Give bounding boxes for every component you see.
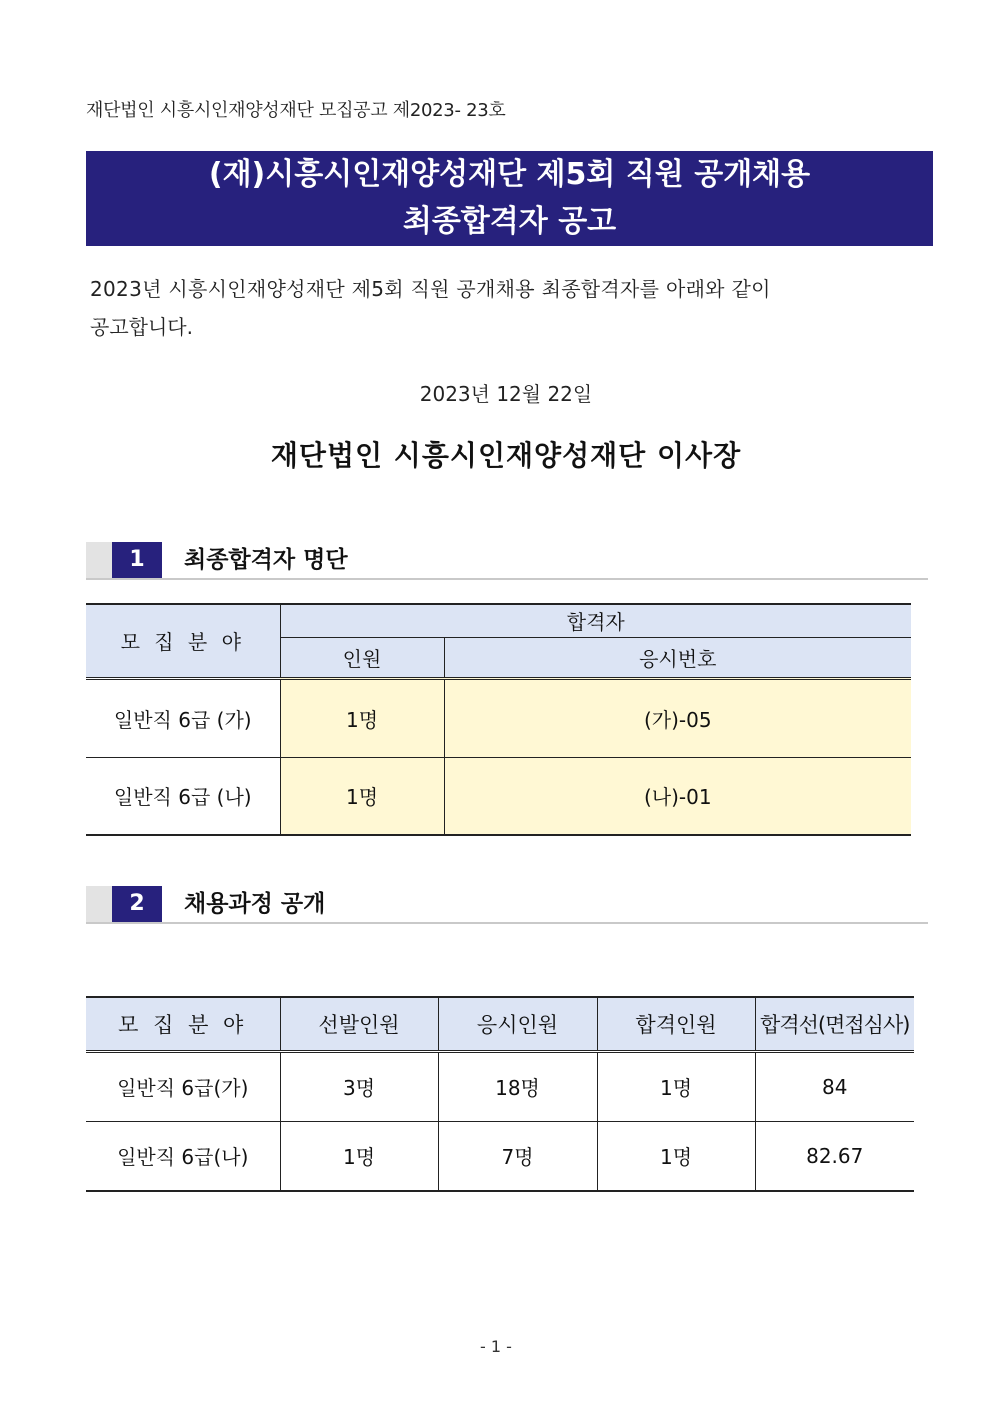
organization-signature: 재단법인 시흥시인재양성재단 이사장	[270, 439, 742, 472]
title-line-1: (재)시흥시인재양성재단 제5회 직원 공개채용	[208, 157, 811, 192]
row-selected: 1명	[280, 1121, 438, 1191]
header-count: 인원	[280, 637, 444, 678]
row-field: 일반직 6급 (나)	[86, 757, 280, 835]
header-applicants: 응시인원	[438, 997, 597, 1051]
row-count: 1명	[280, 678, 444, 757]
row-passed: 1명	[597, 1121, 755, 1191]
row-cutoff: 82.67	[755, 1121, 914, 1191]
section-2-header	[86, 886, 928, 924]
row-selected: 3명	[280, 1051, 438, 1121]
title-banner	[86, 151, 933, 246]
notice-number: 재단법인 시흥시인재양성재단 모집공고 제2023- 23호	[86, 100, 506, 121]
table-row	[86, 1121, 914, 1191]
header-cutoff: 합격선(면접심사)	[755, 997, 914, 1051]
row-exam-no: (나)-01	[444, 757, 911, 835]
section-2-accent	[86, 886, 112, 922]
announcement-date: 2023년 12월 22일	[419, 382, 593, 406]
row-applicants: 18명	[438, 1051, 597, 1121]
section-1-number: 1	[112, 542, 162, 578]
header-exam-no: 응시번호	[444, 637, 911, 678]
table-row	[86, 1051, 914, 1121]
header-selected: 선발인원	[280, 997, 438, 1051]
header-field: 모 집 분 야	[86, 604, 280, 678]
table-row	[86, 678, 911, 757]
header-field: 모 집 분 야	[86, 997, 280, 1051]
intro-line-1: 2023년 시흥시인재양성재단 제5회 직원 공개채용 최종합격자를 아래와 같이	[90, 277, 771, 301]
row-cutoff: 84	[755, 1051, 914, 1121]
row-applicants: 7명	[438, 1121, 597, 1191]
row-field: 일반직 6급(나)	[86, 1121, 280, 1191]
header-passed: 합격인원	[597, 997, 755, 1051]
section-2-title: 채용과정 공개	[184, 891, 326, 917]
row-count: 1명	[280, 757, 444, 835]
recruitment-process-table	[86, 996, 914, 1192]
row-exam-no: (가)-05	[444, 678, 911, 757]
table-row	[86, 757, 911, 835]
header-passed: 합격자	[280, 604, 911, 637]
section-1-title: 최종합격자 명단	[184, 547, 348, 573]
row-field: 일반직 6급(가)	[86, 1051, 280, 1121]
page-number: - 1 -	[480, 1337, 512, 1356]
row-passed: 1명	[597, 1051, 755, 1121]
section-1-header	[86, 542, 928, 580]
row-field: 일반직 6급 (가)	[86, 678, 280, 757]
title-line-2: 최종합격자 공고	[402, 204, 617, 239]
section-1-accent	[86, 542, 112, 578]
intro-paragraph	[90, 270, 870, 346]
section-2-number: 2	[112, 886, 162, 922]
intro-line-2: 공고합니다.	[90, 315, 193, 339]
final-passers-table	[86, 603, 911, 836]
